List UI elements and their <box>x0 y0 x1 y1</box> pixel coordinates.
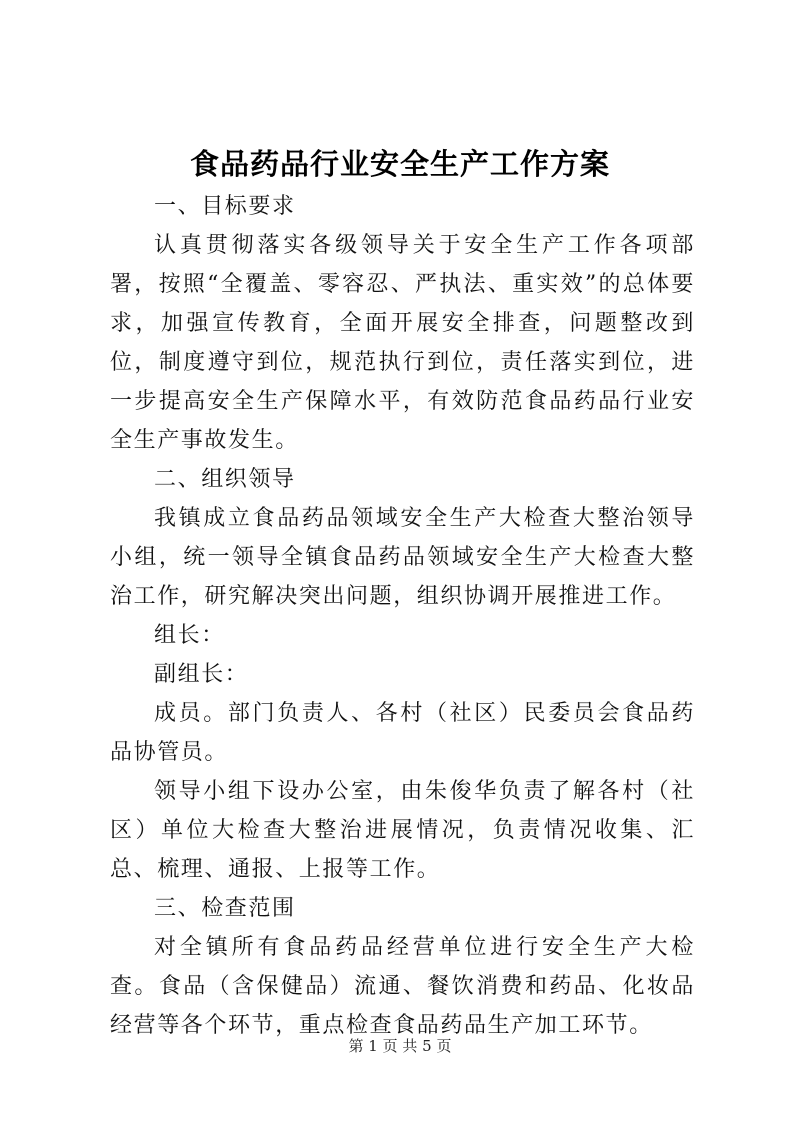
section-heading-goals: 一、目标要求 <box>154 194 296 219</box>
paragraph-organization: 我镇成立食品药品领域安全生产大检查大整治领导小组，统一领导全镇食品药品领域安全生产大检查大整治工作，研究解决突出问题，组织协调开展推进工作。 <box>110 506 695 609</box>
document-title: 食品药品行业安全生产工作方案 <box>189 147 610 181</box>
paragraph-deputy-leader: 副组长： <box>154 662 249 687</box>
paragraph-leader: 组长： <box>154 623 225 648</box>
paragraph-goals: 认真贯彻落实各级领导关于安全生产工作各项部署，按照“全覆盖、零容忍、严执法、重实效”的总体要求，加强宣传教育，全面开展安全排查，问题整改到位，制度遵守到位，规范执行到位，责任落实到位，进一步提高安全生产保障水平，有效防范食品药品行业安全生产事故发生。 <box>110 233 695 453</box>
paragraph-members: 成员。部门负责人、各村（社区）民委员会食品药品协管员。 <box>110 701 695 765</box>
paragraph-scope: 对全镇所有食品药品经营单位进行安全生产大检查。食品（含保健品）流通、餐饮消费和药品、化妆品经营等各个环节，重点检查食品药品生产加工环节。 <box>110 935 695 1038</box>
section-heading-organization: 二、组织领导 <box>154 467 296 492</box>
section-heading-scope: 三、检查范围 <box>154 896 296 921</box>
paragraph-office: 领导小组下设办公室，由朱俊华负责了解各村（社区）单位大检查大整治进展情况，负责情况收集、汇总、梳理、通报、上报等工作。 <box>110 779 695 882</box>
document-body <box>110 187 695 1045</box>
page-number-footer: 第 1 页 共 5 页 <box>348 1037 452 1055</box>
